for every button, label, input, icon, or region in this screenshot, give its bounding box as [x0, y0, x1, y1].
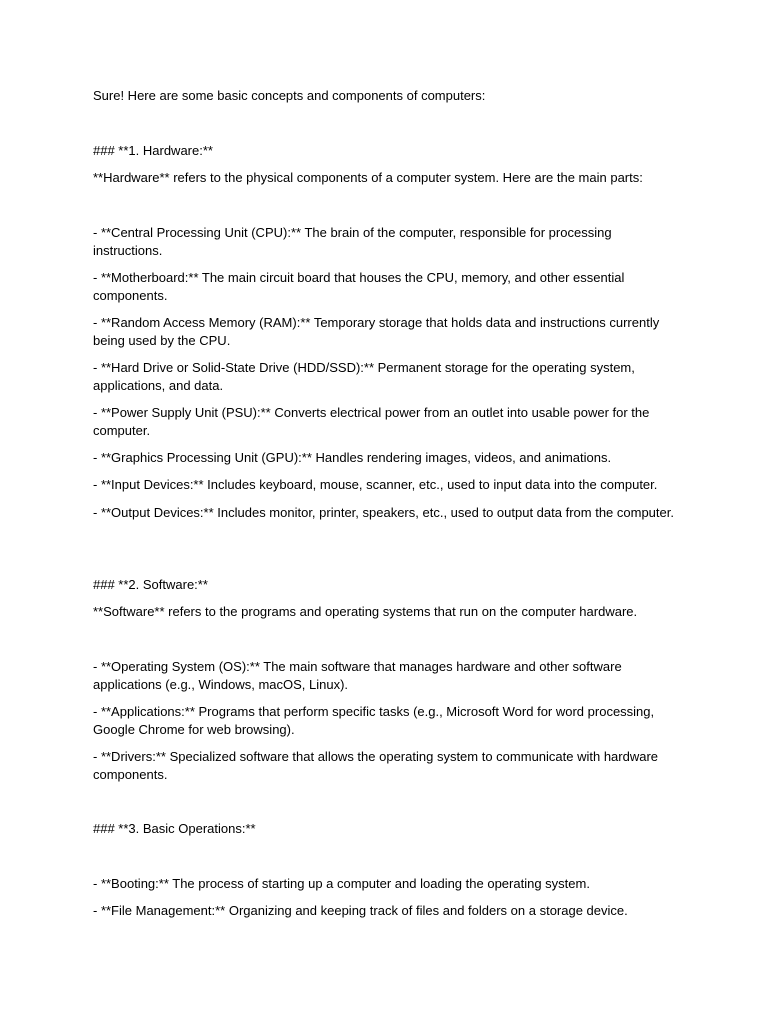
section-heading-hardware: ### **1. Hardware:**	[93, 143, 213, 158]
list-item: - **Hard Drive or Solid-State Drive (HDD/SSD):** Permanent storage for the operating system, applications, and data.	[93, 360, 635, 393]
list-item: - **Output Devices:** Includes monitor, printer, speakers, etc., used to output data from the computer.	[93, 505, 674, 520]
list-item: - **Applications:** Programs that perform specific tasks (e.g., Microsoft Word for word processing, Google Chrome for web browsing).	[93, 704, 655, 737]
list-item: - **Graphics Processing Unit (GPU):** Handles rendering images, videos, and animations.	[93, 450, 612, 465]
list-item: - **Random Access Memory (RAM):** Temporary storage that holds data and instructions currently being used by the CPU.	[93, 315, 660, 348]
list-item: - **Booting:** The process of starting up a computer and loading the operating system.	[93, 876, 590, 891]
list-item: - **File Management:** Organizing and keeping track of files and folders on a storage device.	[93, 903, 628, 918]
section-heading-operations: ### **3. Basic Operations:**	[93, 821, 256, 836]
section-intro-software: **Software** refers to the programs and operating systems that run on the computer hardware.	[93, 604, 638, 619]
intro-text: Sure! Here are some basic concepts and components of computers:	[93, 88, 486, 103]
list-item: - **Motherboard:** The main circuit board that houses the CPU, memory, and other essential components.	[93, 270, 625, 303]
list-item: - **Central Processing Unit (CPU):** The brain of the computer, responsible for processing instructions.	[93, 225, 612, 258]
list-item: - **Operating System (OS):** The main software that manages hardware and other software applications (e.g., Windows, macOS, Linux).	[93, 659, 622, 692]
list-item: - **Drivers:** Specialized software that allows the operating system to communicate with hardware components.	[93, 749, 659, 782]
section-heading-software: ### **2. Software:**	[93, 577, 208, 592]
list-item: - **Power Supply Unit (PSU):** Converts electrical power from an outlet into usable power for the computer.	[93, 405, 650, 438]
section-intro-hardware: **Hardware** refers to the physical components of a computer system. Here are the main parts:	[93, 170, 643, 185]
list-item: - **Input Devices:** Includes keyboard, mouse, scanner, etc., used to input data into the computer.	[93, 477, 658, 492]
